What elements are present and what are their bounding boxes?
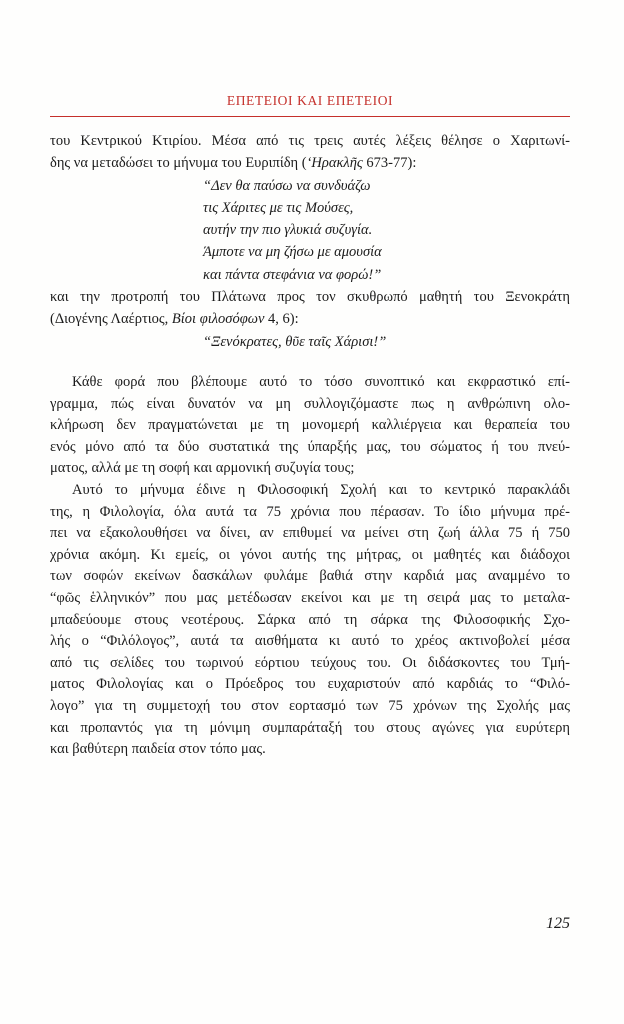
text-line — [50, 152, 570, 174]
quote-line: Άμποτε να μη ζήσω με αμουσία — [203, 244, 382, 261]
text-line: μπαδεύουμε στους νεοτέρους. Σάρκα από τη σάρκα της Φιλοσοφικής Σχο- — [50, 611, 570, 628]
text-line: των σοφών εκείνων δασκάλων φυλάμε βαθιά στην καρδιά μας αναμμένο το — [50, 568, 570, 585]
text-line: του Κεντρικού Κτιρίου. Μέσα από τις τρεις αυτές λέξεις θέλησε ο Χαριτωνί- — [50, 133, 570, 149]
line-text: δης να μεταδώσει το μήνυμα του Ευριπίδη ( — [50, 155, 307, 172]
text-line: χρόνια ακόμη. Κι εμείς, οι γόνοι αυτής της μήτρας, οι μαθητές και διάδοχοι — [50, 546, 570, 563]
work-title: Βίοι φιλοσόφων — [171, 311, 265, 328]
quote-line: τις Χάριτες με τις Μούσες, — [203, 199, 354, 216]
text-line: ματος, αλλά με τη σοφή και αρμονική συζυγία τους; — [50, 460, 355, 477]
quotation-passage — [50, 130, 570, 353]
text-line: της, η Φιλολογία, όλα αυτά τα 75 χρόνια που πέρασαν. Το ίδιο μήνυμα πρέ- — [50, 503, 570, 520]
header-rule — [50, 116, 570, 117]
text-line: Αυτό το μήνυμα έδινε η Φιλοσοφική Σχολή και το κεντρικό παρακλάδι — [72, 481, 570, 498]
text-line: πει να εξακολουθήσει να δίνει, αν επιθυμεί να μείνει στη ζωή άλλα 75 ή 750 — [50, 525, 570, 542]
text-line: κλήρωση δεν πραγματώνεται με τη μονομερή καλλιέργεια και θεραπεία του — [50, 417, 570, 434]
text-line: λής ο “Φιλόλογος”, αυτά τα αισθήματα κι αυτό το χρέος ακτινοβολεί μέσα — [50, 633, 570, 650]
work-reference: 4, 6): — [264, 311, 299, 328]
text-line: Κάθε φορά που βλέπουμε αυτό το τόσο συνοπτικό και εκφραστικό επί- — [72, 374, 570, 390]
text-line: ματος Φιλολογίας και ο Πρόεδρος του ευχαριστούν από καρδιάς το “Φιλό- — [50, 676, 570, 693]
text-line: και προπαντός για τη μόνιμη συμπαράταξή του στους αγώνες για ευρύτερη — [50, 719, 570, 736]
text-line: και την προτροπή του Πλάτωνα προς τον σκυθρωπό μαθητή του Ξενοκράτη — [50, 289, 570, 306]
text-line: γραμμα, πώς είναι δυνατόν να μη συλλογιζόμαστε πως η ανθρώπινη ολο- — [50, 395, 570, 412]
text-line: “φῶς ἑλληνικόν” που μας μετέδωσαν εκείνοι και με τη σειρά μας το μεταλα- — [50, 589, 570, 606]
quote-line: “Ξενόκρατες, θῦε ταῖς Χάρισι!” — [203, 333, 387, 350]
text-line: από τις σελίδες του τωρινού εόρτιου τεύχους του. Οι διδάσκοντες του Τμή- — [50, 654, 570, 671]
page-number: 125 — [546, 915, 570, 932]
work-title: ‘Ηρακλῆς — [306, 155, 363, 172]
text-line: ενός μόνο από τα δύο συστατικά της ύπαρξής μας, του σώματος ή του πνεύ- — [50, 438, 570, 455]
paragraph — [50, 372, 570, 480]
running-title: ΕΠΕΤΕΙΟΙ ΚΑΙ ΕΠΕΤΕΙΟΙ — [226, 93, 394, 108]
text-line — [50, 308, 570, 330]
body-text — [50, 372, 570, 761]
paragraph — [50, 480, 570, 761]
text-line: λογο” για τη συμμετοχή του στον εορτασμό των 75 χρόνων της Σχολής μας — [50, 697, 570, 714]
line-text: (Διογένης Λαέρτιος, — [50, 311, 172, 328]
quote-line: αυτήν την πιο γλυκιά συζυγία. — [203, 222, 373, 239]
work-reference: 673-77): — [362, 155, 417, 172]
text-line: και βαθύτερη παιδεία στον τόπο μας. — [50, 741, 266, 758]
quote-line: και πάντα στεφάνια να φορώ!” — [203, 266, 382, 283]
quote-line: “Δεν θα παύσω να συνδυάζω — [203, 177, 371, 194]
